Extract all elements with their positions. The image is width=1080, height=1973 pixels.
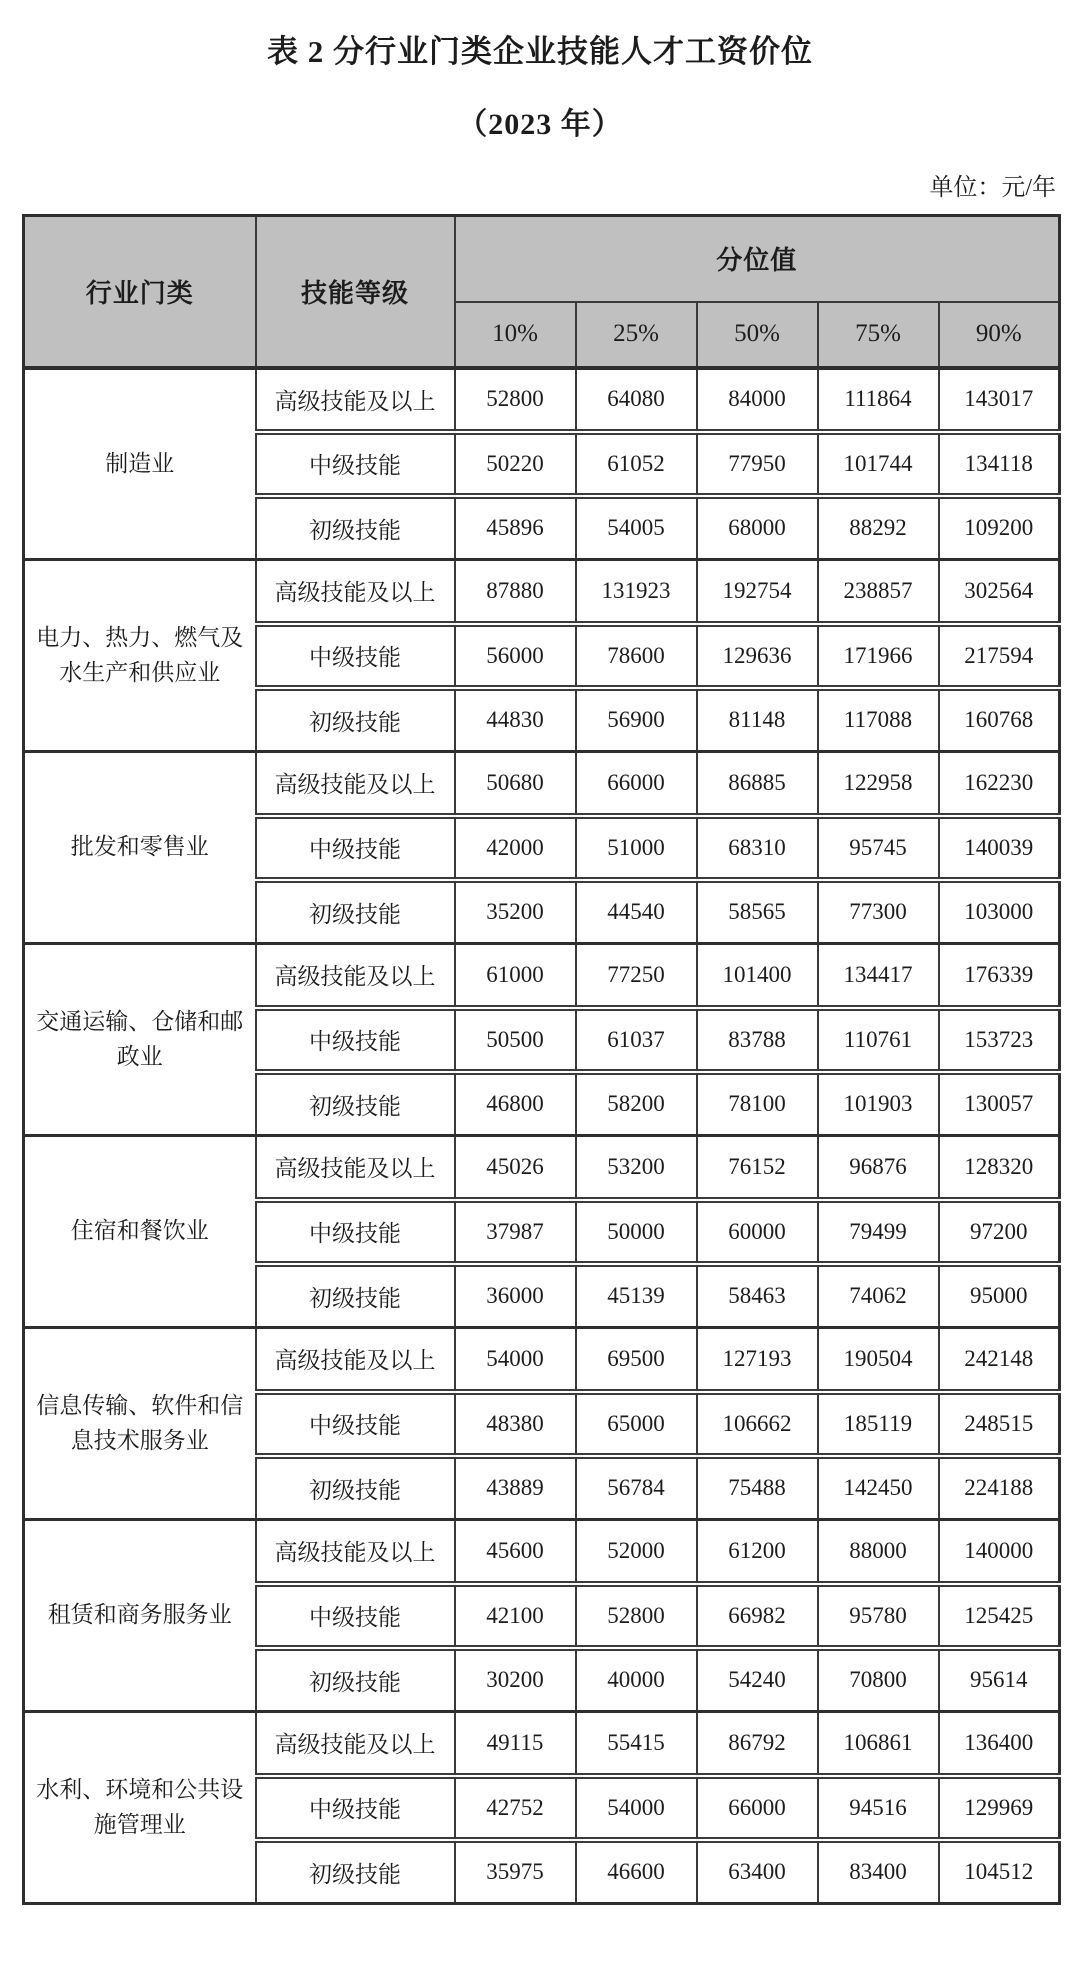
wage-value-cell: 134118: [939, 432, 1060, 496]
wage-value-cell: 176339: [939, 944, 1060, 1008]
table-row: [24, 560, 1060, 624]
wage-value-cell: 63400: [697, 1840, 818, 1904]
skill-level-cell: 中级技能: [256, 1392, 455, 1456]
wage-value-cell: 42000: [455, 816, 576, 880]
wage-value-cell: 224188: [939, 1456, 1060, 1520]
wage-value-cell: 110761: [818, 1008, 939, 1072]
wage-value-cell: 52800: [455, 368, 576, 432]
table-header: [24, 216, 1060, 368]
skill-level-cell: 初级技能: [256, 688, 455, 752]
wage-value-cell: 58200: [576, 1072, 697, 1136]
wage-value-cell: 238857: [818, 560, 939, 624]
wage-value-cell: 106662: [697, 1392, 818, 1456]
wage-value-cell: 131923: [576, 560, 697, 624]
wage-value-cell: 58565: [697, 880, 818, 944]
wage-value-cell: 65000: [576, 1392, 697, 1456]
wage-value-cell: 70800: [818, 1648, 939, 1712]
skill-level-cell: 初级技能: [256, 1072, 455, 1136]
wage-value-cell: 162230: [939, 752, 1060, 816]
header-percentile-50%: 50%: [697, 302, 818, 368]
wage-value-cell: 37987: [455, 1200, 576, 1264]
wage-value-cell: 54240: [697, 1648, 818, 1712]
wage-value-cell: 242148: [939, 1328, 1060, 1392]
industry-cell: 电力、热力、燃气及水生产和供应业: [24, 560, 256, 752]
skill-level-cell: 高级技能及以上: [256, 560, 455, 624]
wage-value-cell: 185119: [818, 1392, 939, 1456]
wage-value-cell: 192754: [697, 560, 818, 624]
wage-value-cell: 153723: [939, 1008, 1060, 1072]
wage-value-cell: 95745: [818, 816, 939, 880]
skill-level-cell: 中级技能: [256, 1584, 455, 1648]
industry-cell: 水利、环境和公共设施管理业: [24, 1712, 256, 1904]
header-percentile-10%: 10%: [455, 302, 576, 368]
wage-value-cell: 125425: [939, 1584, 1060, 1648]
industry-cell: 住宿和餐饮业: [24, 1136, 256, 1328]
wage-value-cell: 101400: [697, 944, 818, 1008]
wage-value-cell: 190504: [818, 1328, 939, 1392]
wage-value-cell: 42100: [455, 1584, 576, 1648]
wage-value-cell: 61052: [576, 432, 697, 496]
skill-level-cell: 中级技能: [256, 624, 455, 688]
table-row: [24, 1712, 1060, 1776]
wage-value-cell: 143017: [939, 368, 1060, 432]
wage-value-cell: 66000: [576, 752, 697, 816]
wage-value-cell: 61200: [697, 1520, 818, 1584]
wage-value-cell: 55415: [576, 1712, 697, 1776]
skill-level-cell: 初级技能: [256, 1456, 455, 1520]
wage-value-cell: 81148: [697, 688, 818, 752]
wage-value-cell: 61000: [455, 944, 576, 1008]
wage-value-cell: 94516: [818, 1776, 939, 1840]
wage-table: [22, 214, 1061, 1905]
wage-value-cell: 51000: [576, 816, 697, 880]
wage-value-cell: 78600: [576, 624, 697, 688]
wage-value-cell: 86885: [697, 752, 818, 816]
wage-value-cell: 109200: [939, 496, 1060, 560]
wage-value-cell: 134417: [818, 944, 939, 1008]
table-row: [24, 752, 1060, 816]
wage-value-cell: 79499: [818, 1200, 939, 1264]
wage-value-cell: 69500: [576, 1328, 697, 1392]
skill-level-cell: 高级技能及以上: [256, 944, 455, 1008]
wage-value-cell: 50500: [455, 1008, 576, 1072]
skill-level-cell: 中级技能: [256, 1776, 455, 1840]
skill-level-cell: 高级技能及以上: [256, 1328, 455, 1392]
wage-value-cell: 56000: [455, 624, 576, 688]
table-row: [24, 1328, 1060, 1392]
wage-value-cell: 87880: [455, 560, 576, 624]
skill-level-cell: 高级技能及以上: [256, 1712, 455, 1776]
wage-value-cell: 103000: [939, 880, 1060, 944]
wage-value-cell: 61037: [576, 1008, 697, 1072]
wage-value-cell: 75488: [697, 1456, 818, 1520]
wage-value-cell: 45139: [576, 1264, 697, 1328]
wage-value-cell: 45600: [455, 1520, 576, 1584]
wage-value-cell: 302564: [939, 560, 1060, 624]
wage-value-cell: 77250: [576, 944, 697, 1008]
table-title: 表 2 分行业门类企业技能人才工资价位: [267, 34, 813, 69]
skill-level-cell: 中级技能: [256, 1200, 455, 1264]
industry-cell: 信息传输、软件和信息技术服务业: [24, 1328, 256, 1520]
wage-value-cell: 117088: [818, 688, 939, 752]
skill-level-cell: 初级技能: [256, 1648, 455, 1712]
wage-value-cell: 52800: [576, 1584, 697, 1648]
industry-cell: 交通运输、仓储和邮政业: [24, 944, 256, 1136]
wage-value-cell: 66982: [697, 1584, 818, 1648]
table-row: [24, 1520, 1060, 1584]
table-body: [24, 368, 1060, 1904]
wage-value-cell: 76152: [697, 1136, 818, 1200]
wage-value-cell: 140039: [939, 816, 1060, 880]
skill-level-cell: 高级技能及以上: [256, 752, 455, 816]
wage-value-cell: 83400: [818, 1840, 939, 1904]
wage-value-cell: 54005: [576, 496, 697, 560]
wage-value-cell: 101903: [818, 1072, 939, 1136]
header-percentile-90%: 90%: [939, 302, 1060, 368]
industry-cell: 制造业: [24, 368, 256, 560]
wage-value-cell: 49115: [455, 1712, 576, 1776]
header-row-top: [24, 216, 1060, 302]
wage-value-cell: 140000: [939, 1520, 1060, 1584]
table-subtitle: （2023 年）: [457, 108, 623, 141]
wage-value-cell: 96876: [818, 1136, 939, 1200]
wage-value-cell: 217594: [939, 624, 1060, 688]
skill-level-cell: 高级技能及以上: [256, 1136, 455, 1200]
wage-value-cell: 104512: [939, 1840, 1060, 1904]
wage-value-cell: 36000: [455, 1264, 576, 1328]
skill-level-cell: 初级技能: [256, 496, 455, 560]
wage-value-cell: 60000: [697, 1200, 818, 1264]
wage-value-cell: 46800: [455, 1072, 576, 1136]
wage-value-cell: 58463: [697, 1264, 818, 1328]
wage-value-cell: 97200: [939, 1200, 1060, 1264]
wage-value-cell: 106861: [818, 1712, 939, 1776]
skill-level-cell: 高级技能及以上: [256, 368, 455, 432]
wage-value-cell: 111864: [818, 368, 939, 432]
wage-value-cell: 77300: [818, 880, 939, 944]
skill-level-cell: 中级技能: [256, 1008, 455, 1072]
wage-value-cell: 160768: [939, 688, 1060, 752]
wage-value-cell: 86792: [697, 1712, 818, 1776]
wage-value-cell: 45026: [455, 1136, 576, 1200]
industry-cell: 批发和零售业: [24, 752, 256, 944]
wage-value-cell: 53200: [576, 1136, 697, 1200]
wage-value-cell: 50680: [455, 752, 576, 816]
skill-level-cell: 中级技能: [256, 432, 455, 496]
header-industry: 行业门类: [24, 216, 256, 368]
skill-level-cell: 初级技能: [256, 1840, 455, 1904]
wage-value-cell: 50000: [576, 1200, 697, 1264]
wage-value-cell: 54000: [576, 1776, 697, 1840]
skill-level-cell: 高级技能及以上: [256, 1520, 455, 1584]
wage-value-cell: 122958: [818, 752, 939, 816]
wage-value-cell: 42752: [455, 1776, 576, 1840]
wage-value-cell: 30200: [455, 1648, 576, 1712]
unit-label: 单位：元/年: [929, 175, 1056, 201]
wage-value-cell: 45896: [455, 496, 576, 560]
wage-value-cell: 88292: [818, 496, 939, 560]
wage-value-cell: 127193: [697, 1328, 818, 1392]
wage-value-cell: 83788: [697, 1008, 818, 1072]
wage-value-cell: 54000: [455, 1328, 576, 1392]
wage-value-cell: 66000: [697, 1776, 818, 1840]
wage-value-cell: 52000: [576, 1520, 697, 1584]
wage-value-cell: 95614: [939, 1648, 1060, 1712]
wage-value-cell: 64080: [576, 368, 697, 432]
header-skill: 技能等级: [256, 216, 455, 368]
wage-value-cell: 248515: [939, 1392, 1060, 1456]
header-percentile-25%: 25%: [576, 302, 697, 368]
wage-value-cell: 68000: [697, 496, 818, 560]
document-page: [22, 26, 1058, 1905]
industry-cell: 租赁和商务服务业: [24, 1520, 256, 1712]
wage-value-cell: 136400: [939, 1712, 1060, 1776]
wage-value-cell: 44830: [455, 688, 576, 752]
wage-value-cell: 68310: [697, 816, 818, 880]
wage-value-cell: 84000: [697, 368, 818, 432]
wage-value-cell: 95000: [939, 1264, 1060, 1328]
wage-value-cell: 130057: [939, 1072, 1060, 1136]
wage-value-cell: 56784: [576, 1456, 697, 1520]
wage-value-cell: 35200: [455, 880, 576, 944]
wage-value-cell: 77950: [697, 432, 818, 496]
wage-value-cell: 40000: [576, 1648, 697, 1712]
header-percentile-75%: 75%: [818, 302, 939, 368]
wage-value-cell: 74062: [818, 1264, 939, 1328]
wage-value-cell: 142450: [818, 1456, 939, 1520]
wage-value-cell: 128320: [939, 1136, 1060, 1200]
wage-value-cell: 43889: [455, 1456, 576, 1520]
wage-value-cell: 56900: [576, 688, 697, 752]
skill-level-cell: 中级技能: [256, 816, 455, 880]
wage-value-cell: 88000: [818, 1520, 939, 1584]
skill-level-cell: 初级技能: [256, 1264, 455, 1328]
wage-value-cell: 101744: [818, 432, 939, 496]
table-row: [24, 368, 1060, 432]
wage-value-cell: 48380: [455, 1392, 576, 1456]
wage-value-cell: 129636: [697, 624, 818, 688]
wage-value-cell: 171966: [818, 624, 939, 688]
wage-value-cell: 78100: [697, 1072, 818, 1136]
header-percentile-group: 分位值: [455, 216, 1060, 302]
skill-level-cell: 初级技能: [256, 880, 455, 944]
wage-value-cell: 46600: [576, 1840, 697, 1904]
wage-value-cell: 35975: [455, 1840, 576, 1904]
table-row: [24, 944, 1060, 1008]
wage-value-cell: 129969: [939, 1776, 1060, 1840]
table-row: [24, 1136, 1060, 1200]
wage-value-cell: 50220: [455, 432, 576, 496]
wage-value-cell: 95780: [818, 1584, 939, 1648]
wage-value-cell: 44540: [576, 880, 697, 944]
